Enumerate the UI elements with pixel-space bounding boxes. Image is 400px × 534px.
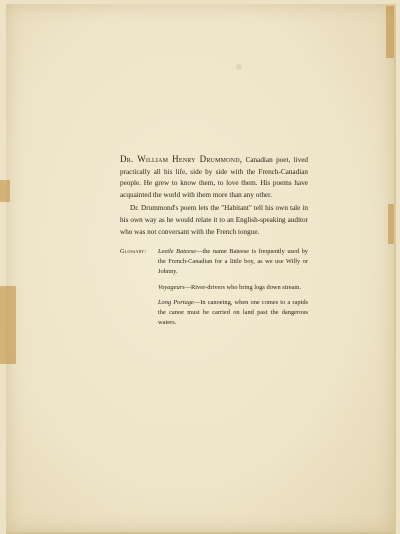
glossary-definition: —the name Bateese is frequently used by the French-Canadian for a little boy, as we use Willy or Johnny.	[158, 248, 308, 275]
glossary-entry	[158, 247, 308, 276]
glossary-definition: —In canoeing, when one comes to a rapids the canoe must be carried on land past the dangerous waters.	[158, 299, 309, 326]
intro-paragraph-rest: Canadian poet, lived practically all his life, side by side with the French-Canadian people. He grew to know them, to love them. His poems have acquainted the world with them more than any other.	[120, 156, 308, 199]
glossary-term: Voyageurs	[158, 283, 185, 291]
glossary-entry	[158, 298, 308, 327]
intro-dropcap-name: Dr. William Henry Drummond,	[120, 154, 243, 164]
glossary-heading: Glossary:	[120, 248, 147, 256]
glossary-term: Leetle Bateese	[158, 248, 197, 256]
tape-stain-left-upper	[0, 180, 10, 202]
habitant-paragraph: Dr. Drummond's poem lets the "Habitant" tell his own tale in his own way as he would relate it to an English-speaking auditor who was not conversant with the French tongue.	[120, 204, 308, 236]
tape-stain-left-lower	[0, 286, 16, 364]
paper-stain	[236, 64, 242, 70]
intro-paragraph	[120, 154, 308, 201]
glossary	[120, 247, 308, 328]
glossary-entry	[158, 283, 308, 293]
glossary-definition: —River-drivers who bring logs down stream.	[184, 283, 301, 291]
tape-stain-right-top	[386, 6, 394, 58]
tape-stain-right-mid	[388, 204, 394, 244]
paper-page	[6, 4, 396, 534]
body-text	[120, 154, 308, 334]
glossary-term: Long Portage	[158, 299, 194, 307]
